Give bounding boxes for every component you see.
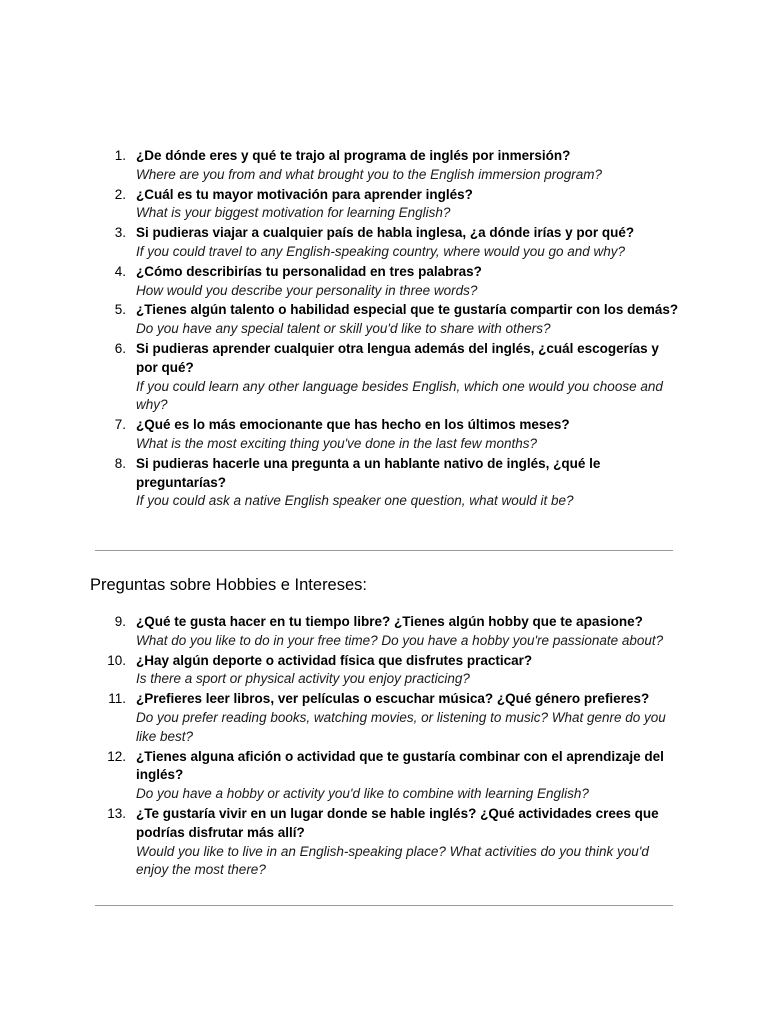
section-heading: Preguntas sobre Hobbies e Intereses:: [90, 576, 367, 594]
horizontal-divider: [95, 550, 673, 551]
question-english: What do you like to do in your free time? Do you have a hobby you're passionate about?: [136, 632, 664, 648]
question-number: 10.: [107, 652, 126, 668]
question-spanish: Si pudieras aprender cualquier otra lengua además del inglés, ¿cuál escogerías y por qué?: [136, 340, 659, 375]
question-item: [0, 455, 768, 511]
question-english: How would you describe your personality in three words?: [136, 282, 478, 298]
question-english: What is the most exciting thing you've done in the last few months?: [136, 435, 538, 451]
question-item: [0, 147, 768, 185]
question-item: [0, 416, 768, 454]
question-english: Do you prefer reading books, watching movies, or listening to music? What genre do you like best?: [136, 709, 666, 744]
question-spanish: ¿Cómo describirías tu personalidad en tres palabras?: [136, 263, 482, 279]
question-spanish: ¿Prefieres leer libros, ver películas o escuchar música? ¿Qué género prefieres?: [136, 691, 650, 707]
question-english: If you could travel to any English-speaking country, where would you go and why?: [136, 243, 626, 259]
question-english: Is there a sport or physical activity you enjoy practicing?: [136, 671, 470, 687]
question-spanish: ¿Qué te gusta hacer en tu tiempo libre? ¿Tienes algún hobby que te apasione?: [136, 614, 643, 629]
question-list-hobbies: [0, 613, 768, 881]
question-spanish: ¿Hay algún deporte o actividad física que disfrutes practicar?: [136, 652, 533, 668]
question-english: Do you have a hobby or activity you'd like to combine with learning English?: [136, 786, 589, 802]
question-number: 5.: [114, 302, 126, 318]
question-english: Would you like to live in an English-speaking place? What activities do you think you'd enjoy the most there?: [136, 843, 649, 878]
question-spanish: ¿Tienes alguna afición o actividad que te gustaría combinar con el aprendizaje del inglés?: [136, 748, 664, 783]
question-item: [0, 690, 768, 746]
question-number: 6.: [114, 340, 126, 356]
question-spanish: ¿Te gustaría vivir en un lugar donde se hable inglés? ¿Qué actividades crees que podrías disfrutar más allí?: [136, 805, 659, 840]
question-number: 9.: [114, 614, 126, 629]
question-spanish: Si pudieras viajar a cualquier país de habla inglesa, ¿a dónde irías y por qué?: [136, 225, 635, 241]
question-number: 2.: [114, 186, 126, 202]
question-spanish: ¿Tienes algún talento o habilidad especial que te gustaría compartir con los demás?: [136, 302, 679, 318]
question-number: 13.: [107, 805, 126, 821]
question-spanish: ¿Cuál es tu mayor motivación para aprender inglés?: [136, 186, 473, 202]
question-item: [0, 340, 768, 415]
question-item: [0, 748, 768, 804]
question-number: 4.: [114, 263, 126, 279]
question-number: 12.: [107, 748, 126, 764]
question-item: [0, 613, 768, 651]
question-number: 1.: [114, 148, 126, 163]
question-number: 11.: [108, 691, 126, 707]
question-item: [0, 301, 768, 339]
question-spanish: Si pudieras hacerle una pregunta a un hablante nativo de inglés, ¿qué le preguntarías?: [136, 455, 601, 490]
question-english: If you could ask a native English speaker one question, what would it be?: [136, 493, 574, 509]
question-item: [0, 805, 768, 880]
question-item: [0, 652, 768, 690]
question-number: 3.: [114, 225, 126, 241]
question-item: [0, 263, 768, 301]
question-list-personal: [0, 147, 768, 512]
question-spanish: ¿Qué es lo más emocionante que has hecho en los últimos meses?: [136, 417, 570, 433]
question-number: 7.: [114, 417, 126, 433]
question-english: Do you have any special talent or skill you'd like to share with others?: [136, 321, 551, 337]
question-english: Where are you from and what brought you to the English immersion program?: [136, 166, 602, 182]
question-spanish: ¿De dónde eres y qué te trajo al programa de inglés por inmersión?: [136, 148, 571, 163]
question-english: What is your biggest motivation for learning English?: [136, 205, 451, 221]
question-item: [0, 186, 768, 224]
question-number: 8.: [114, 455, 126, 471]
horizontal-divider: [95, 905, 673, 906]
question-english: If you could learn any other language besides English, which one would you choose and why?: [136, 378, 663, 413]
question-item: [0, 224, 768, 262]
